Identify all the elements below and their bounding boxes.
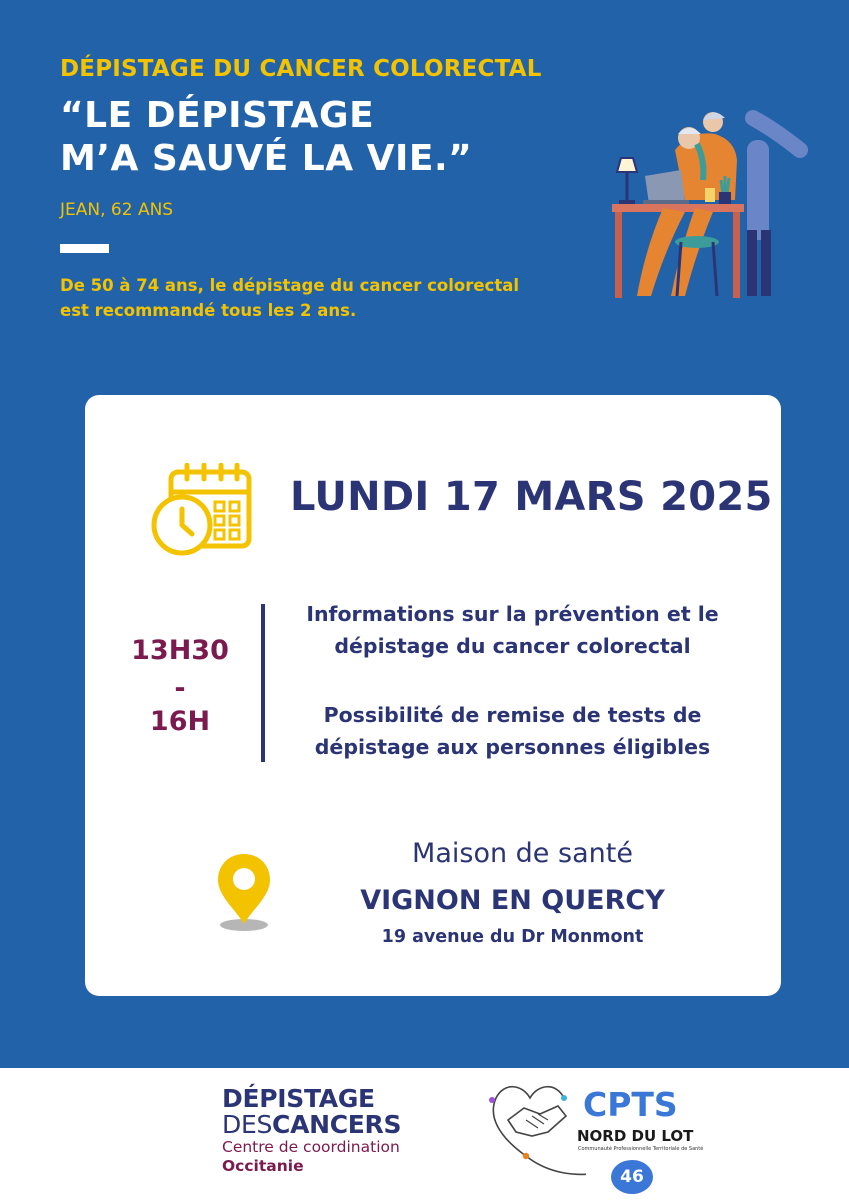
depistage-des-cancers-logo: [222, 1086, 401, 1175]
dc-logo-cancers: CANCERS: [272, 1110, 402, 1139]
event-date: LUNDI 17 MARS 2025: [290, 474, 773, 520]
calendar-clock-icon: [151, 463, 255, 558]
info-prevention-line-1: Informations sur la prévention et le: [306, 602, 719, 626]
quote-attribution: JEAN, 62 ANS: [60, 200, 174, 220]
location-address: 19 avenue du Dr Monmont: [381, 927, 644, 947]
cpts-subtitle: NORD DU LOT: [577, 1127, 694, 1145]
quote-line-2: M’A SAUVÉ LA VIE.”: [60, 138, 473, 179]
info-tests-line-2: dépistage aux personnes éligibles: [314, 735, 711, 759]
quote-line-1: “LE DÉPISTAGE: [60, 95, 375, 136]
info-prevention-line-2: dépistage du cancer colorectal: [334, 634, 691, 658]
dc-logo-line-3: Centre de coordination: [222, 1138, 400, 1156]
cpts-department-badge: 46: [611, 1160, 653, 1194]
recommendation-line-1: De 50 à 74 ans, le dépistage du cancer colorectal: [60, 276, 519, 295]
dc-logo-line-4: Occitanie: [222, 1157, 304, 1175]
info-tests-line-1: Possibilité de remise de tests de: [323, 703, 702, 727]
info-prevention: [280, 598, 745, 662]
recommendation-text: [60, 273, 519, 323]
divider-dash: [60, 244, 109, 253]
vertical-divider: [261, 604, 265, 762]
couple-at-laptop-illustration: [585, 100, 815, 305]
recommendation-line-2: est recommandé tous les 2 ans.: [60, 301, 357, 320]
campaign-kicker: DÉPISTAGE DU CANCER COLORECTAL: [60, 56, 542, 82]
dc-logo-line-2: [222, 1112, 401, 1138]
cpts-title: CPTS: [583, 1085, 678, 1124]
cpts-tagline: Communauté Professionnelle Territoriale de Santé: [578, 1146, 704, 1152]
info-tests: [280, 699, 745, 763]
time-start: 13H30: [131, 635, 229, 666]
dc-logo-des: DES: [222, 1110, 273, 1139]
time-end: 16H: [149, 706, 211, 737]
heart-handshake-icon: [486, 1076, 586, 1182]
location-type: Maison de santé: [412, 838, 633, 869]
location-name: VIGNON EN QUERCY: [360, 885, 665, 916]
map-pin-icon: [214, 852, 274, 934]
time-separator: -: [174, 673, 186, 704]
dc-logo-line-1: DÉPISTAGE: [222, 1084, 375, 1113]
testimonial-quote: [60, 94, 472, 180]
